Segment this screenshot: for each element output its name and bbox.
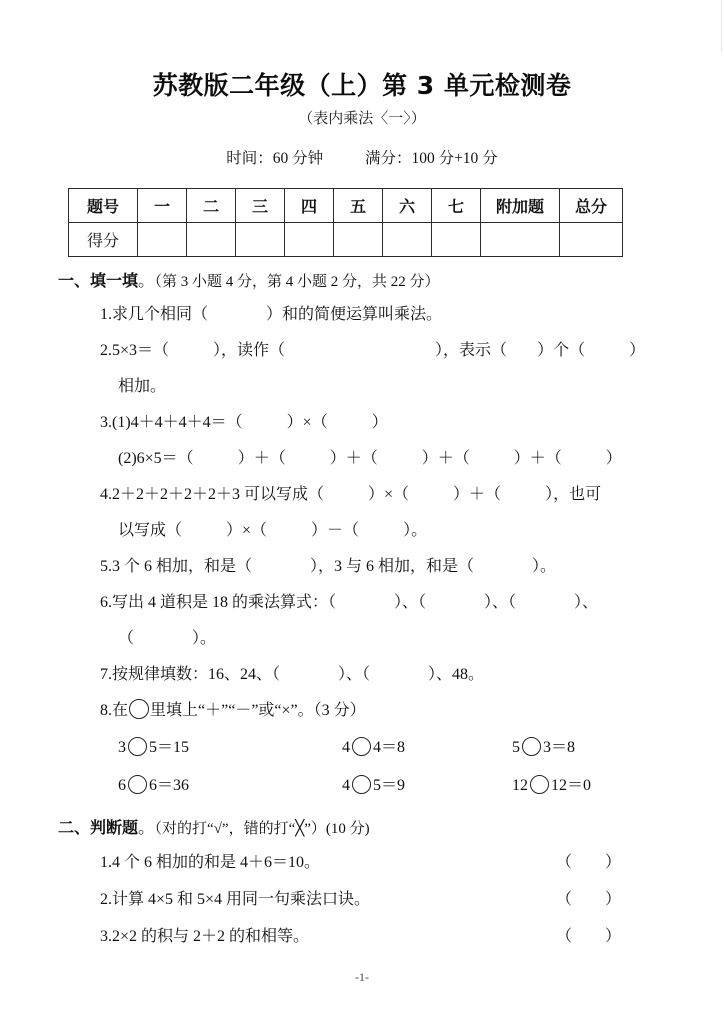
score-table-col-3: 四 (285, 189, 334, 223)
score-table-col-6: 七 (432, 189, 481, 223)
score-cell-7[interactable] (481, 223, 560, 257)
equation-left: 6 (118, 777, 126, 794)
score-cell-2[interactable] (236, 223, 285, 257)
question-1-text-a: 1.求几个相同（ (100, 306, 209, 323)
score-cell-6[interactable] (432, 223, 481, 257)
circle-blank-icon[interactable] (352, 775, 371, 794)
question-2-text-c: ），表示（ (435, 342, 508, 359)
equation-right: 4＝8 (373, 739, 406, 756)
table-row-scores (69, 223, 623, 257)
question-4-text-g: ）－（ (311, 522, 360, 539)
question-3-2-text-e: ）＋（ (513, 450, 562, 467)
question-6-text-f: ）。 (192, 630, 217, 647)
question-6-continued (118, 621, 724, 657)
question-6-text-c: ）、（ (484, 594, 517, 611)
question-2-text-f: 相加。 (118, 378, 167, 395)
question-1 (100, 297, 724, 333)
judgement-item-2 (100, 881, 724, 918)
circle-blank-icon[interactable] (522, 737, 541, 756)
judgement-item-1 (100, 844, 724, 881)
judgement-answer-blank[interactable] (556, 844, 622, 881)
judgement-text: 1.4 个 6 相加的和是 4＋6＝10。 (100, 854, 321, 871)
page-edge-line (721, 0, 722, 52)
score-table-col-4: 五 (334, 189, 383, 223)
page-title: 苏教版二年级（上）第 3 单元检测卷 (152, 71, 572, 100)
question-4-text-h: ）。 (403, 522, 428, 539)
equation-left: 5 (512, 739, 520, 756)
question-6-text-b: ）、（ (394, 594, 427, 611)
judgement-text: 3.2×2 的积与 2＋2 的和相等。 (100, 928, 310, 945)
question-3-1-text-a: 3.(1)4＋4＋4＋4＝（ (100, 414, 243, 431)
section-one-name: 填一填 (90, 271, 139, 290)
paren-open: （ (556, 928, 574, 945)
question-4-text-c: ）＋（ (453, 486, 502, 503)
paren-open: （ (556, 891, 574, 908)
judgement-answer-blank[interactable] (556, 918, 622, 955)
section-one-heading (58, 266, 724, 297)
score-table-col-1: 二 (187, 189, 236, 223)
equation-left: 4 (342, 777, 350, 794)
equation-item (342, 729, 405, 767)
circle-blank-icon[interactable] (129, 699, 149, 719)
table-row-header (69, 189, 623, 223)
judgement-answer-blank[interactable] (556, 881, 622, 918)
circle-blank-icon[interactable] (530, 775, 549, 794)
section-two-number: 二、 (58, 818, 91, 837)
question-4-text-e: 以写成（ (118, 522, 183, 539)
equation-item (118, 729, 189, 767)
paren-close: ） (605, 854, 623, 871)
question-6 (100, 585, 724, 621)
question-5-text-a: 5.3 个 6 相加，和是（ (100, 558, 253, 575)
section-one-punct: 。 (138, 271, 155, 290)
circle-blank-icon[interactable] (128, 737, 147, 756)
question-3-1-text-b: ）×（ (286, 414, 328, 431)
total-score-label: 满分：100 分+10 分 (364, 150, 498, 167)
score-cell-5[interactable] (383, 223, 432, 257)
question-1-text-b: ）和的简便运算叫乘法。 (266, 306, 443, 323)
question-3-part-2 (118, 441, 724, 477)
equation-right: 5＝15 (149, 739, 190, 756)
paren-close: ） (605, 891, 623, 908)
equation-left: 4 (342, 739, 350, 756)
score-cell-0[interactable] (138, 223, 187, 257)
question-3-part-1 (100, 405, 724, 441)
score-table (68, 188, 623, 257)
question-2-text-e: ） (629, 342, 646, 359)
score-table-col-7: 附加题 (481, 189, 560, 223)
score-table-row-label-1: 得分 (69, 223, 138, 257)
question-3-1-text-c: ） (371, 414, 388, 431)
section-two-note: （对的打“√”，错的打“╳”）(10 分) (154, 821, 370, 837)
equation-left: 12 (512, 777, 528, 794)
section-two-heading (58, 813, 724, 844)
question-3-2-text-b: ）＋（ (237, 450, 286, 467)
score-cell-8[interactable] (560, 223, 623, 257)
equation-item (118, 767, 189, 805)
question-7 (100, 657, 724, 693)
question-2-continued (118, 369, 724, 405)
question-4-continued (118, 513, 724, 549)
question-6-text-a: 6.写出 4 道积是 18 的乘法算式：（ (100, 594, 337, 611)
section-two-punct: 。 (138, 818, 155, 837)
question-3-2-text-c: ）＋（ (329, 450, 378, 467)
equation-item (512, 729, 575, 767)
question-2-text-d: ）个（ (537, 342, 586, 359)
circle-blank-icon[interactable] (128, 775, 147, 794)
question-8 (100, 693, 724, 729)
score-cell-3[interactable] (285, 223, 334, 257)
question-2-text-a: 2.5×3＝（ (100, 342, 170, 359)
question-3-2-text-a: (2)6×5＝（ (118, 450, 194, 467)
question-6-text-e: （ (118, 630, 135, 647)
question-7-text-b: ）、（ (338, 666, 371, 683)
question-3-2-text-d: ）＋（ (421, 450, 470, 467)
score-table-col-2: 三 (236, 189, 285, 223)
equation-item (512, 767, 591, 805)
time-limit-label: 时间：60 分钟 (226, 150, 324, 167)
equation-right: 3＝8 (543, 739, 576, 756)
question-8-text-b: 里填上“＋”“－”或“×”。（3 分） (150, 702, 366, 719)
question-6-text-d: ）、 (574, 594, 599, 611)
question-8-equation-row-2 (118, 767, 724, 805)
judgement-item-3 (100, 918, 724, 955)
equation-right: 5＝9 (373, 777, 406, 794)
page-subtitle: （表内乘法〈一〉） (298, 109, 426, 127)
equation-right: 6＝36 (149, 777, 190, 794)
paren-close: ） (605, 928, 623, 945)
page-number: -1- (355, 970, 369, 984)
question-3-2-text-f: ） (605, 450, 622, 467)
score-cell-4[interactable] (334, 223, 383, 257)
question-5-text-c: ）。 (532, 558, 557, 575)
score-table-col-5: 六 (383, 189, 432, 223)
equation-right: 12＝0 (551, 777, 592, 794)
judgement-text: 2.计算 4×5 和 5×4 用同一句乘法口诀。 (100, 891, 371, 908)
score-table-col-8: 总分 (560, 189, 623, 223)
question-4-text-a: 4.2＋2＋2＋2＋2＋3 可以写成（ (100, 486, 325, 503)
circle-blank-icon[interactable] (352, 737, 371, 756)
section-two-name: 判断题 (90, 818, 139, 837)
equation-item (342, 767, 405, 805)
question-4-text-b: ）×（ (368, 486, 410, 503)
score-table-col-0: 一 (138, 189, 187, 223)
score-table-row-label-0: 题号 (69, 189, 138, 223)
section-one-note: （第 3 小题 4 分，第 4 小题 2 分，共 22 分） (154, 274, 440, 290)
question-4 (100, 477, 724, 513)
question-4-text-f: ）×（ (226, 522, 268, 539)
section-one-number: 一、 (58, 271, 91, 290)
question-5-text-b: ），3 与 6 相加，和是（ (310, 558, 475, 575)
question-2-text-b: ），读作（ (213, 342, 286, 359)
question-8-text-a: 8.在 (100, 702, 129, 719)
question-7-text-a: 7.按规律填数：16、24、（ (100, 666, 281, 683)
equation-left: 3 (118, 739, 126, 756)
question-8-equation-row-1 (118, 729, 724, 767)
score-cell-1[interactable] (187, 223, 236, 257)
question-4-text-d: ），也可 (545, 486, 602, 503)
question-2 (100, 333, 724, 369)
question-7-text-c: ）、48。 (428, 666, 485, 683)
exam-meta (0, 146, 724, 168)
question-5 (100, 549, 724, 585)
worksheet-body (0, 266, 724, 955)
paren-open: （ (556, 854, 574, 871)
